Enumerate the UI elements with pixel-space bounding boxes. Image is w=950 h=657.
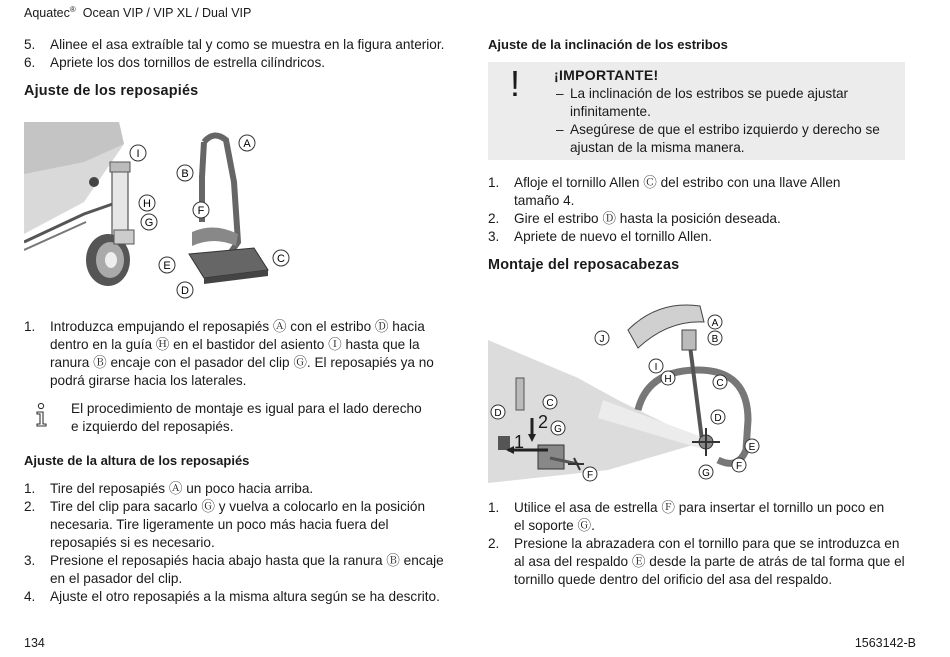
svg-text:F: F [197, 205, 205, 217]
step-number-2: 2 [538, 412, 549, 432]
label-i [129, 144, 147, 167]
svg-text:G: G [702, 468, 710, 479]
list-item: 3. Presione el reposapiés hacia abajo hasta que la ranura Ⓑ encaje en el pasador del clip. [24, 553, 444, 586]
section-title-headrest: Montaje del reposacabezas [488, 257, 680, 273]
figure-footrest [24, 122, 300, 304]
list-item: 6. Apriete los dos tornillos de estrella cilíndricos. [24, 55, 326, 70]
label-g [698, 464, 714, 485]
svg-text:H: H [664, 374, 672, 385]
label-h [660, 370, 676, 391]
list-item: 5. Alinee el asa extraíble tal y como se muestra en la figura anterior. [24, 37, 445, 52]
svg-text:C: C [277, 253, 285, 265]
list-item: 2. Tire del clip para sacarlo Ⓖ y vuelva a colocarlo en la posición necesaria. Tire ligeramente un poco más hacia fuera del reposapiés si es necesario. [24, 499, 426, 550]
svg-text:F: F [735, 461, 743, 472]
headrest-steps [488, 499, 908, 589]
label-d-detail [490, 404, 506, 425]
label-d [176, 281, 194, 304]
svg-text:I: I [136, 148, 140, 160]
important-title: ¡IMPORTANTE! [554, 67, 659, 83]
svg-text:D: D [714, 413, 722, 424]
brand-registered-mark: ® [69, 5, 76, 14]
label-f [731, 457, 747, 478]
svg-text:F: F [586, 470, 594, 481]
svg-text:G: G [554, 424, 562, 435]
brand-name: Aquatec [24, 6, 70, 21]
svg-text:I: I [654, 362, 658, 373]
svg-text:G: G [144, 217, 154, 229]
important-box [488, 62, 905, 160]
document-code: 1563142-B [854, 636, 916, 650]
label-e [158, 256, 176, 279]
label-g [140, 213, 158, 236]
label-c [272, 249, 290, 272]
list-item: – Asegúrese de que el estribo izquierdo y derecho se ajustan de la misma manera. [556, 122, 880, 155]
list-item: – La inclinación de los estribos se puede ajustar infinitamente. [556, 86, 849, 119]
list-item: 4. Ajuste el otro reposapiés a la misma altura según se ha descrito. [24, 589, 440, 604]
svg-text:J: J [599, 334, 605, 345]
section-title-footrest: Ajuste de los reposapiés [24, 83, 199, 99]
info-note: El procedimiento de montaje es igual para el lado derecho e izquierdo del reposapiés. [71, 401, 422, 434]
section-title-footplate-tilt: Ajuste de la inclinación de los estribos [488, 37, 728, 52]
svg-text:A: A [243, 138, 251, 150]
important-items [556, 85, 896, 157]
list-item: 2. Presione la abrazadera con el tornillo para que se introduzca en al asa del respaldo Ⓔ desde la parte de atrás de tal forma que el tornillo quede dentro del orificio del asa del respaldo. [488, 536, 905, 587]
list-item: 2. Gire el estribo Ⓓ hasta la posición deseada. [488, 211, 781, 226]
list-item: 1. Introduzca empujando el reposapiés Ⓐ con el estribo Ⓓ hacia dentro en la guía Ⓗ en el bastidor del asiento Ⓘ hasta que la ranura Ⓑ encaje con el pasador del clip Ⓖ. El reposapiés ya no podrá girarse hacia los laterales. [24, 319, 434, 388]
running-header [24, 5, 251, 20]
svg-text:C: C [716, 378, 724, 389]
svg-text:D: D [494, 408, 502, 419]
intro-steps [24, 36, 474, 72]
label-j [594, 330, 610, 351]
step-number-1: 1 [514, 432, 525, 452]
label-f [192, 201, 210, 224]
footrest-height-steps [24, 480, 474, 606]
footrest-mounting-step [24, 318, 474, 390]
svg-text:A: A [711, 318, 719, 329]
label-c [712, 374, 728, 395]
label-b [176, 164, 194, 187]
exclamation-icon: ! [510, 63, 521, 104]
svg-text:C: C [546, 398, 554, 409]
label-e [744, 438, 760, 459]
svg-text:B: B [711, 334, 719, 345]
page-number: 134 [24, 636, 45, 650]
svg-text:E: E [748, 442, 756, 453]
list-item: 1. Afloje el tornillo Allen Ⓒ del estribo con una llave Allen tamaño 4. [488, 175, 841, 208]
model-names: Ocean VIP / VIP XL / Dual VIP [82, 6, 252, 21]
info-icon [34, 402, 48, 433]
label-f-detail [582, 466, 598, 487]
svg-text:D: D [181, 285, 189, 297]
footplate-tilt-steps [488, 174, 908, 246]
section-title-footrest-height: Ajuste de la altura de los reposapiés [24, 453, 250, 468]
svg-text:H: H [143, 198, 151, 210]
label-a [238, 134, 256, 157]
list-item: 1. Utilice el asa de estrella Ⓕ para insertar el tornillo un poco en el soporte Ⓖ. [488, 500, 885, 533]
svg-text:E: E [163, 260, 171, 272]
label-g-detail [550, 420, 566, 441]
label-d [710, 409, 726, 430]
label-b [707, 330, 723, 351]
figure-headrest [488, 300, 764, 485]
list-item: 1. Tire del reposapiés Ⓐ un poco hacia arriba. [24, 481, 314, 496]
list-item: 3. Apriete de nuevo el tornillo Allen. [488, 229, 712, 244]
svg-text:B: B [181, 168, 189, 180]
